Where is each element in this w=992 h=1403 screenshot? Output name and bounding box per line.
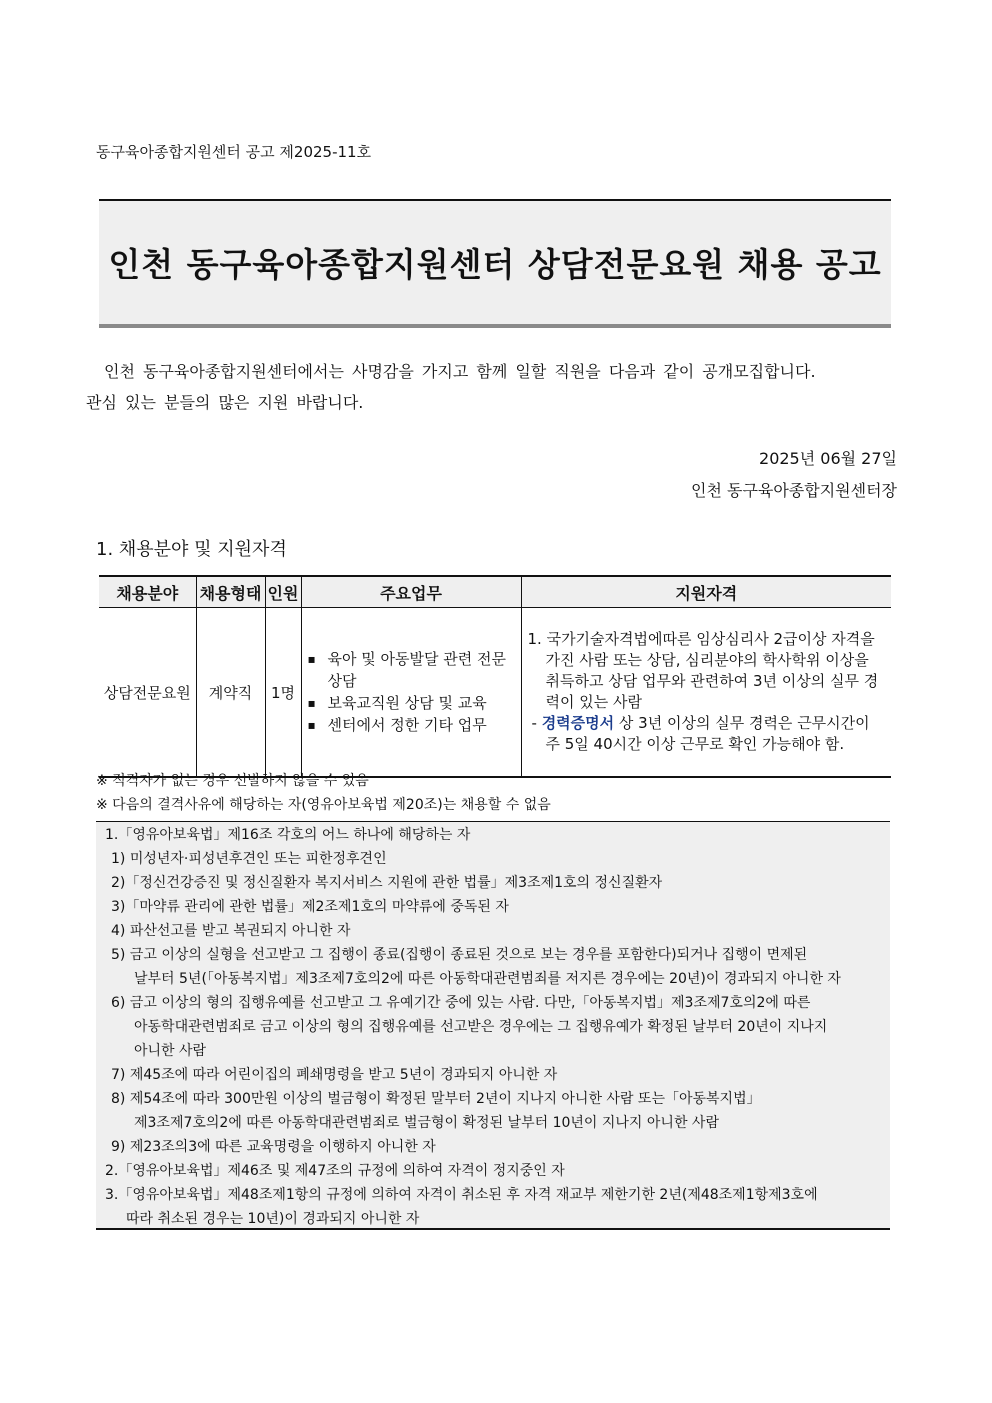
notice-number: 동구육아종합지원센터 공고 제2025-11호	[96, 143, 372, 161]
dash-prefix: -	[531, 714, 542, 732]
table-header-row	[99, 576, 891, 608]
disq-line: 6) 금고 이상의 형의 집행유예를 선고받고 그 유예기간 중에 있는 사람. 다만,「아동복지법」제3조제7호의2에 따른	[111, 995, 811, 1011]
disq-line: 아니한 사람	[134, 1043, 207, 1059]
disq-line: 7) 제45조에 따라 어린이집의 폐쇄명령을 받고 5년이 경과되지 아니한 자	[111, 1067, 558, 1083]
qualification-note	[528, 713, 886, 755]
disq-line: 3.「영유아보육법」제48조제1항의 규정에 의하여 자격이 취소된 후 자격 재교부 제한기한 2년(제48조제1항제3호에	[105, 1187, 818, 1203]
disq-line: 따라 취소된 경우는 10년)이 경과되지 아니한 자	[126, 1211, 420, 1227]
cell-count: 1명	[265, 608, 301, 778]
cell-type: 계약직	[196, 608, 265, 778]
disq-line: 3)「마약류 관리에 관한 법률」제2조제1호의 마약류에 중독된 자	[111, 899, 509, 915]
note-no-candidate: ※ 적격자가 없는 경우 선발하지 않을 수 있음	[96, 773, 369, 789]
disq-line: 제3조제7호의2에 따른 아동학대관련범죄로 벌금형이 확정된 날부터 10년이 지나지 아니한 사람	[134, 1115, 719, 1131]
note-disqualification: ※ 다음의 결격사유에 해당하는 자(영유아보육법 제20조)는 채용할 수 없음	[96, 797, 551, 813]
cell-duties	[301, 608, 521, 778]
disq-line: 1.「영유아보육법」제16조 각호의 어느 하나에 해당하는 자	[105, 827, 471, 843]
header-duties: 주요업무	[301, 576, 521, 608]
disq-line: 아동학대관련범죄로 금고 이상의 형의 집행유예를 선고받은 경우에는 그 집행유예가 확정된 날부터 20년이 지나지	[134, 1019, 828, 1035]
qualification-note-text: 상 3년 이상의 실무 경력은 근무시간이 주 5일 40시간 이상 근무로 확인 가능해야 함.	[545, 714, 870, 753]
disq-line: 1) 미성년자·피성년후견인 또는 피한정후견인	[111, 851, 387, 867]
section-1-title: 1. 채용분야 및 지원자격	[96, 539, 287, 560]
cell-field: 상담전문요원	[99, 608, 196, 778]
disq-line: 5) 금고 이상의 실형을 선고받고 그 집행이 종료(집행이 종료된 것으로 보는 경우를 포함한다)되거나 집행이 면제된	[111, 947, 808, 963]
duty-item: ▪ 육아 및 아동발달 관련 전문 상담	[328, 648, 520, 692]
duty-item: ▪ 센터에서 정한 기타 업무	[328, 714, 520, 736]
table-row	[99, 608, 891, 778]
disq-line: 2.「영유아보육법」제46조 및 제47조의 규정에 의하여 자격이 정지중인 자	[105, 1163, 565, 1179]
header-qualification: 지원자격	[521, 576, 891, 608]
page-title: 인천 동구육아종합지원센터 상담전문요원 채용 공고	[108, 245, 882, 284]
career-certificate-highlight: 경력증명서	[541, 714, 615, 732]
disq-line: 2)「정신건강증진 및 정신질환자 복지서비스 지원에 관한 법률」제3조제1호의 정신질환자	[111, 875, 663, 891]
intro-line-1: 인천 동구육아종합지원센터에서는 사명감을 가지고 함께 일할 직원을 다음과 같이 공개모집합니다.	[104, 362, 816, 381]
disq-line: 9) 제23조의3에 따른 교육명령을 이행하지 아니한 자	[111, 1139, 436, 1155]
recruitment-table	[99, 575, 891, 778]
cell-qualification	[521, 608, 891, 778]
disqualification-box	[96, 821, 890, 1230]
header-count: 인원	[265, 576, 301, 608]
disq-line: 4) 파산선고를 받고 복권되지 아니한 자	[111, 923, 351, 939]
disq-line: 8) 제54조에 따라 300만원 이상의 벌금형이 확정된 말부터 2년이 지나지 아니한 사람 또는「아동복지법」	[111, 1091, 761, 1107]
header-field: 채용분야	[99, 576, 196, 608]
intro-paragraph	[86, 356, 898, 418]
duty-item: ▪ 보육교직원 상담 및 교육	[328, 692, 520, 714]
disq-line: 날부터 5년(「아동복지법」제3조제7호의2에 따른 아동학대관련범죄를 저지른 경우에는 20년)이 경과되지 아니한 자	[134, 971, 841, 987]
header-type: 채용형태	[196, 576, 265, 608]
notice-date: 2025년 06월 27일	[759, 449, 897, 468]
intro-line-2: 관심 있는 분들의 많은 지원 바랍니다.	[86, 393, 364, 412]
title-box	[99, 199, 891, 328]
issuer: 인천 동구육아종합지원센터장	[690, 481, 897, 500]
qualification-item: 1. 국가기술자격법에따른 임상심리사 2급이상 자격을 가진 사람 또는 상담, 심리분야의 학사학위 이상을 취득하고 상담 업무와 관련하여 3년 이상의 실무 경력이 있는 사람	[527, 630, 879, 711]
